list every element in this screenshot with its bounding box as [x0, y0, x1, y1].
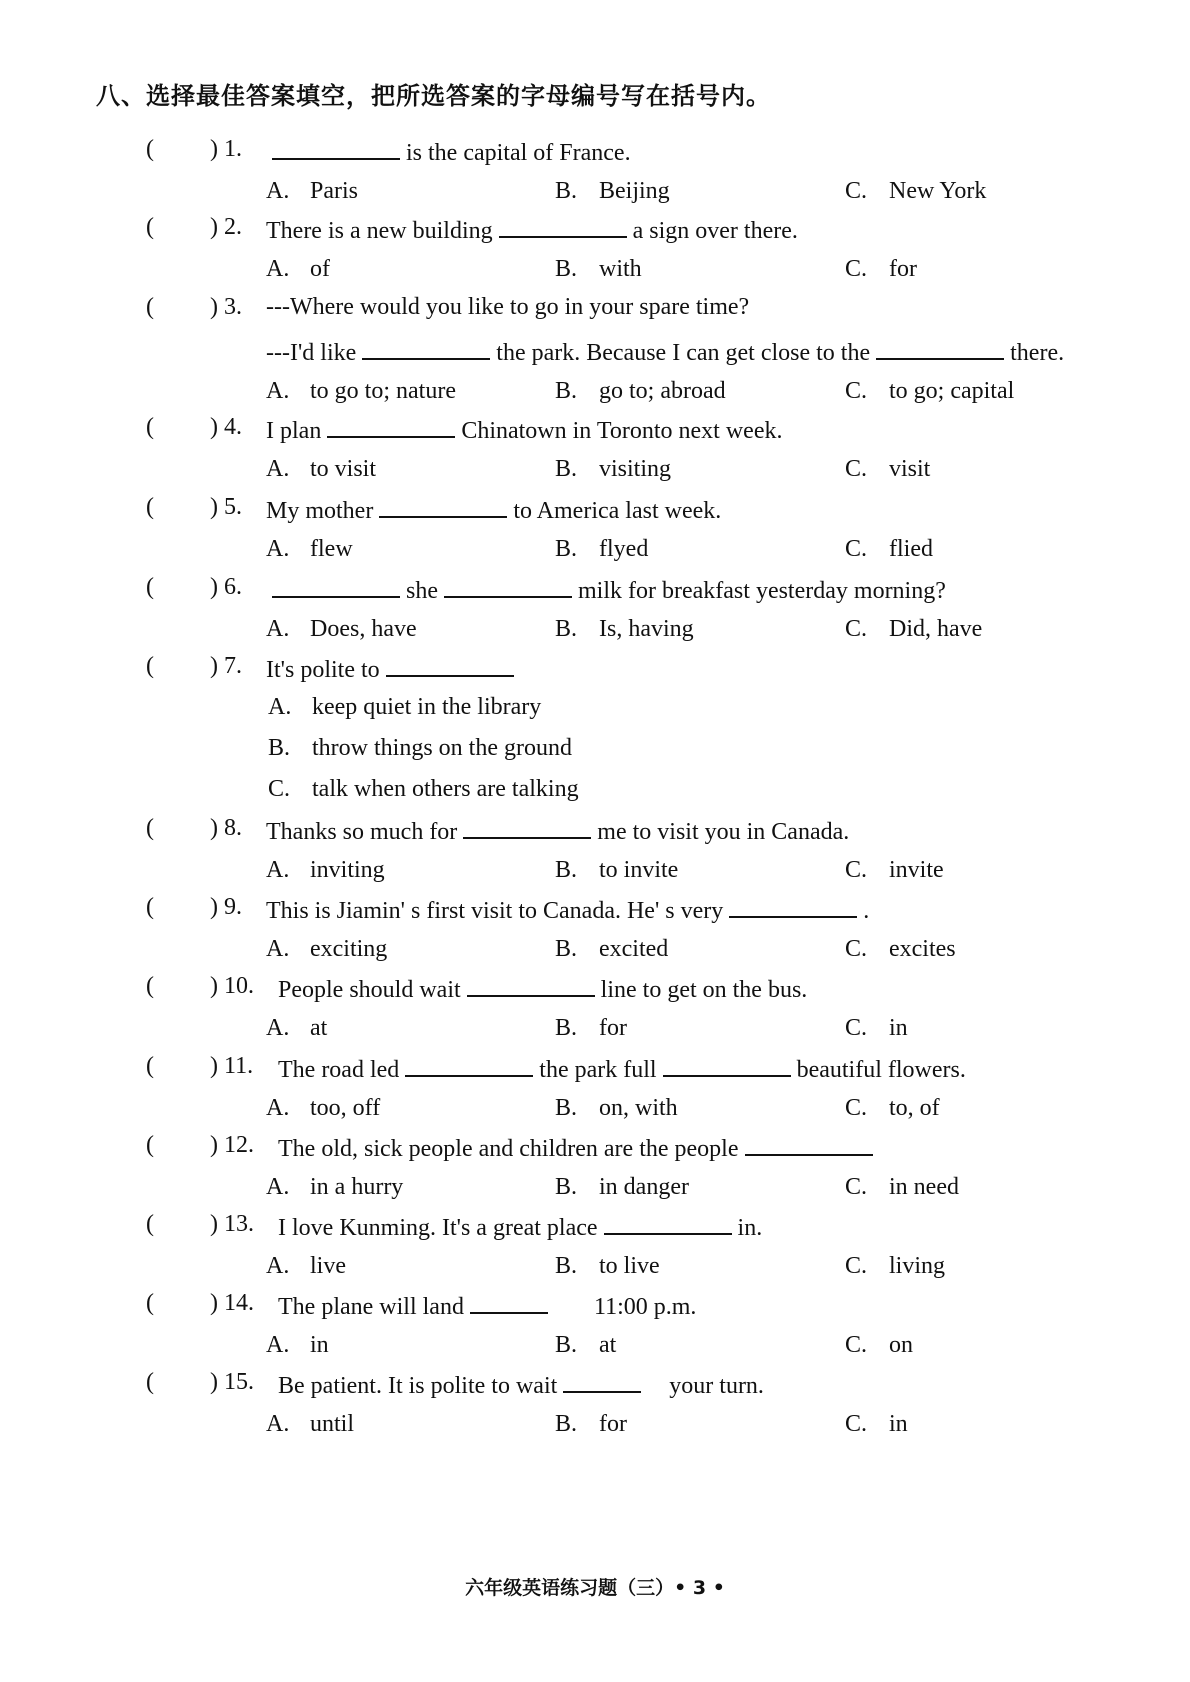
answer-paren-right: ) [210, 1053, 218, 1079]
question-number: 3. [224, 294, 242, 320]
option-b: B. go to; abroad [555, 378, 726, 404]
question-stem: My mother to America last week. [266, 494, 721, 525]
question-number: 15. [224, 1369, 254, 1395]
answer-paren-right: ) [210, 294, 218, 320]
option-a: A. too, off [266, 1095, 381, 1121]
answer-paren-left: ( [146, 1053, 154, 1079]
answer-paren-left: ( [146, 294, 154, 320]
answer-paren-right: ) [210, 214, 218, 240]
question-stem: I love Kunming. It's a great place in. [278, 1211, 762, 1242]
question-number: 1. [224, 136, 242, 162]
answer-blank [362, 336, 490, 360]
question-number: 5. [224, 494, 242, 520]
option-b: B. in danger [555, 1174, 689, 1200]
option-c: C. Did, have [845, 616, 983, 642]
option-c: C. in [845, 1015, 908, 1041]
question-stem: This is Jiamin' s first visit to Canada. He' s very . [266, 894, 869, 925]
answer-paren-left: ( [146, 1290, 154, 1316]
question-number: 2. [224, 214, 242, 240]
answer-paren-left: ( [146, 653, 154, 679]
page-footer: 六年级英语练习题（三）• 3 • [465, 1577, 725, 1599]
answer-blank [745, 1132, 873, 1156]
option-a: A. keep quiet in the library [268, 694, 542, 720]
answer-paren-left: ( [146, 574, 154, 600]
question-stem: The road led the park full beautiful flowers. [278, 1053, 966, 1084]
question-number: 14. [224, 1290, 254, 1316]
answer-blank [272, 574, 400, 598]
option-c: C. for [845, 256, 917, 282]
answer-blank [876, 336, 1004, 360]
answer-blank [272, 136, 400, 160]
question-number: 6. [224, 574, 242, 600]
option-b: B. at [555, 1332, 617, 1358]
answer-blank [604, 1211, 732, 1235]
option-c: C. on [845, 1332, 913, 1358]
question-number: 11. [224, 1053, 254, 1079]
option-a: A. inviting [266, 857, 385, 883]
option-c: C. invite [845, 857, 944, 883]
answer-paren-left: ( [146, 1132, 154, 1158]
option-a: A. to go to; nature [266, 378, 456, 404]
option-a: A. in a hurry [266, 1174, 404, 1200]
option-a: A. until [266, 1411, 355, 1437]
question-stem: Thanks so much for me to visit you in Canada. [266, 815, 849, 846]
question-number: 7. [224, 653, 242, 679]
option-a: A. of [266, 256, 330, 282]
question-stem: I plan Chinatown in Toronto next week. [266, 414, 782, 445]
option-a: A. flew [266, 536, 353, 562]
option-b: B. with [555, 256, 642, 282]
option-b: B. excited [555, 936, 669, 962]
answer-paren-right: ) [210, 973, 218, 999]
answer-paren-left: ( [146, 815, 154, 841]
option-a: A. at [266, 1015, 328, 1041]
option-c: C. living [845, 1253, 946, 1279]
answer-blank [327, 414, 455, 438]
question-stem: is the capital of France. [266, 136, 631, 167]
answer-paren-left: ( [146, 494, 154, 520]
answer-paren-left: ( [146, 973, 154, 999]
question-stem: The old, sick people and children are the people [278, 1132, 879, 1163]
option-b: B. visiting [555, 456, 672, 482]
answer-blank [467, 973, 595, 997]
answer-paren-left: ( [146, 1211, 154, 1237]
answer-paren-right: ) [210, 653, 218, 679]
answer-blank [405, 1053, 533, 1077]
question-stem: There is a new building a sign over there. [266, 214, 798, 245]
question-number: 9. [224, 894, 242, 920]
option-b: B. for [555, 1411, 627, 1437]
question-stem: It's polite to [266, 653, 520, 684]
answer-paren-left: ( [146, 414, 154, 440]
option-c: C. in [845, 1411, 908, 1437]
option-a: A. exciting [266, 936, 388, 962]
option-c: C. to go; capital [845, 378, 1015, 404]
option-b: B. for [555, 1015, 627, 1041]
option-c: C. in need [845, 1174, 959, 1200]
answer-paren-right: ) [210, 494, 218, 520]
answer-paren-right: ) [210, 1132, 218, 1158]
answer-paren-left: ( [146, 1369, 154, 1395]
answer-blank [663, 1053, 791, 1077]
question-stem: she milk for breakfast yesterday morning? [266, 574, 946, 605]
option-c: C. New York [845, 178, 987, 204]
option-b: B. to live [555, 1253, 660, 1279]
option-a: A. to visit [266, 456, 377, 482]
answer-paren-right: ) [210, 1211, 218, 1237]
question-number: 13. [224, 1211, 254, 1237]
answer-paren-right: ) [210, 574, 218, 600]
answer-blank [470, 1290, 548, 1314]
option-c: C. to, of [845, 1095, 940, 1121]
question-number: 10. [224, 973, 254, 999]
option-a: A. Does, have [266, 616, 417, 642]
option-b: B. Is, having [555, 616, 694, 642]
option-b: B. Beijing [555, 178, 670, 204]
question-stem: The plane will land 11:00 p.m. [278, 1290, 696, 1321]
answer-paren-right: ) [210, 414, 218, 440]
question-number: 4. [224, 414, 242, 440]
option-b: B. to invite [555, 857, 679, 883]
question-stem-line-2: ---I'd like the park. Because I can get close to the there. [266, 336, 1064, 367]
option-a: A. live [266, 1253, 346, 1279]
answer-blank [499, 214, 627, 238]
section-title: 八、选择最佳答案填空，把所选答案的字母编号写在括号内。 [96, 82, 771, 110]
answer-paren-right: ) [210, 136, 218, 162]
option-b: B. on, with [555, 1095, 678, 1121]
question-stem: People should wait line to get on the bus. [278, 973, 807, 1004]
answer-paren-right: ) [210, 815, 218, 841]
option-c: C. talk when others are talking [268, 776, 579, 802]
answer-blank [379, 494, 507, 518]
answer-paren-left: ( [146, 214, 154, 240]
option-c: C. flied [845, 536, 933, 562]
option-c: C. visit [845, 456, 931, 482]
answer-blank [729, 894, 857, 918]
answer-blank [444, 574, 572, 598]
question-number: 12. [224, 1132, 254, 1158]
answer-blank [563, 1369, 641, 1393]
question-stem-line-1: ---Where would you like to go in your spare time? [266, 294, 750, 320]
option-b: B. throw things on the ground [268, 735, 572, 761]
option-c: C. excites [845, 936, 956, 962]
question-stem: Be patient. It is polite to wait your turn. [278, 1369, 764, 1400]
option-a: A. in [266, 1332, 329, 1358]
answer-blank [386, 653, 514, 677]
answer-paren-right: ) [210, 1290, 218, 1316]
question-number: 8. [224, 815, 242, 841]
option-b: B. flyed [555, 536, 649, 562]
option-a: A. Paris [266, 178, 358, 204]
answer-blank [463, 815, 591, 839]
answer-paren-left: ( [146, 136, 154, 162]
answer-paren-left: ( [146, 894, 154, 920]
answer-paren-right: ) [210, 894, 218, 920]
answer-paren-right: ) [210, 1369, 218, 1395]
